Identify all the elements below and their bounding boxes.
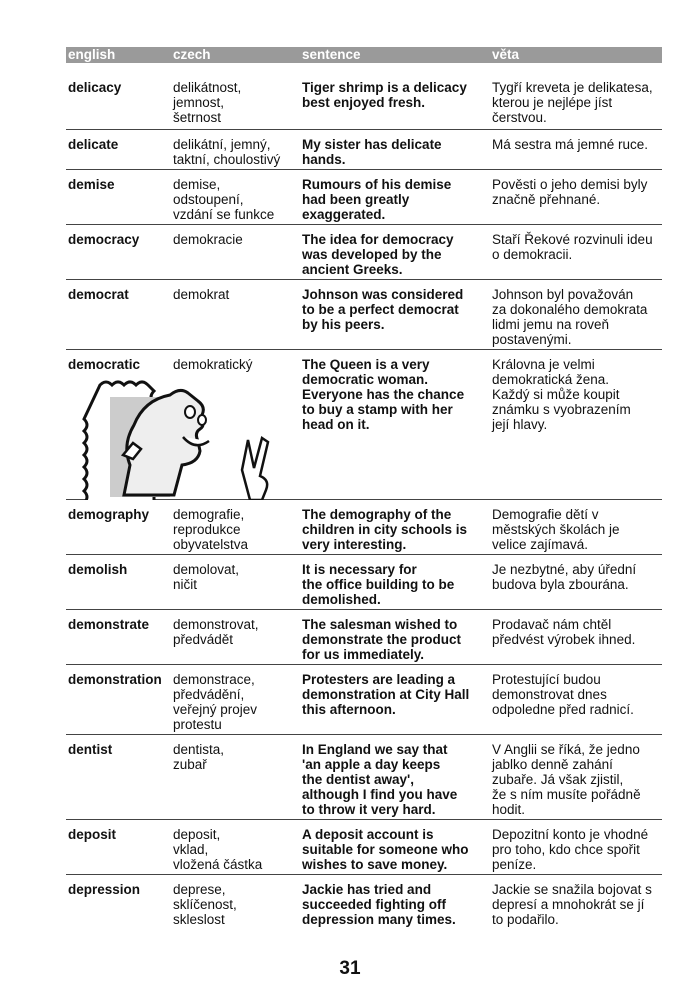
- header-english: english: [68, 47, 116, 62]
- header-veta: věta: [492, 47, 520, 62]
- czech-translation: demonstrovat, předvádět: [173, 617, 259, 647]
- czech-sentence: Demografie dětí v městských školách je velice zajímavá.: [492, 507, 620, 552]
- english-term: delicate: [68, 137, 119, 152]
- example-sentence: A deposit account is suitable for someone who wishes to save money.: [302, 827, 469, 872]
- czech-sentence: Staří Řekové rozvinuli ideu o demokracii.: [492, 232, 653, 262]
- example-sentence: My sister has delicate hands.: [302, 137, 442, 167]
- english-term: demise: [68, 177, 115, 192]
- english-term: delicacy: [68, 80, 122, 95]
- english-term: democratic: [68, 357, 141, 372]
- example-sentence: The idea for democracy was developed by the ancient Greeks.: [302, 232, 454, 277]
- czech-translation: demokratický: [173, 357, 253, 372]
- table-row: [66, 225, 662, 280]
- header-sentence: sentence: [302, 47, 361, 62]
- table-row: [66, 820, 662, 875]
- czech-sentence: Je nezbytné, aby úřední budova byla zbourána.: [492, 562, 637, 592]
- czech-sentence: Pověsti o jeho demisi byly značně přehnané.: [492, 177, 648, 207]
- table-row: [66, 610, 662, 665]
- czech-sentence: Královna je velmi demokratická žena. Každý si může koupit známku s vyobrazením její hlavy.: [492, 357, 631, 432]
- english-term: democracy: [68, 232, 140, 247]
- example-sentence: Protesters are leading a demonstration at City Hall this afternoon.: [302, 672, 470, 717]
- english-term: dentist: [68, 742, 113, 757]
- table-row: [66, 170, 662, 225]
- table-row: [66, 875, 662, 935]
- page-number: 31: [339, 958, 361, 979]
- example-sentence: In England we say that 'an apple a day keeps the dentist away', although I find you have to throw it very hard.: [302, 742, 458, 817]
- example-sentence: Rumours of his demise had been greatly exaggerated.: [302, 177, 452, 222]
- english-term: deposit: [68, 827, 117, 842]
- czech-translation: demografie, reprodukce obyvatelstva: [173, 507, 249, 552]
- czech-translation: demolovat, ničit: [173, 562, 240, 592]
- example-sentence: The salesman wished to demonstrate the product for us immediately.: [302, 617, 462, 662]
- czech-sentence: V Anglii se říká, že jedno jablko denně zahání zubaře. Já však zjistil, že s ním musíte pořádně hodit.: [492, 742, 641, 817]
- czech-sentence: Depozitní konto je vhodné pro toho, kdo chce spořit peníze.: [492, 827, 649, 872]
- czech-sentence: Johnson byl považován za dokonalého demokrata lidmi jemu na roveň postavenými.: [492, 287, 648, 347]
- english-term: demolish: [68, 562, 128, 577]
- czech-sentence: Protestující budou demonstrovat dnes odpoledne před radnicí.: [492, 672, 634, 717]
- english-term: demonstrate: [68, 617, 150, 632]
- example-sentence: Tiger shrimp is a delicacy best enjoyed fresh.: [302, 80, 467, 110]
- czech-sentence: Má sestra má jemné ruce.: [492, 137, 649, 152]
- vocabulary-table: [66, 73, 662, 935]
- english-term: democrat: [68, 287, 129, 302]
- table-row: [66, 73, 662, 130]
- example-sentence: The demography of the children in city schools is very interesting.: [302, 507, 468, 552]
- english-term: depression: [68, 882, 141, 897]
- czech-sentence: Jackie se snažila bojovat s depresí a mnohokrát se jí to podařilo.: [492, 882, 652, 927]
- table-row: [66, 500, 662, 555]
- example-sentence: Jackie has tried and succeeded fighting off depression many times.: [302, 882, 456, 927]
- table-row: [66, 280, 662, 350]
- example-sentence: The Queen is a very democratic woman. Everyone has the chance to buy a stamp with her head on it.: [302, 357, 465, 432]
- english-term: demography: [68, 507, 150, 522]
- table-row: [66, 555, 662, 610]
- example-sentence: Johnson was considered to be a perfect democrat by his peers.: [302, 287, 464, 332]
- czech-sentence: Tygří kreveta je delikatesa, kterou je nejlépe jíst čerstvou.: [492, 80, 653, 125]
- table-row: [66, 130, 662, 170]
- czech-translation: deposit, vklad, vložená částka: [173, 827, 263, 872]
- header-czech: czech: [173, 47, 211, 62]
- czech-translation: demokracie: [173, 232, 243, 247]
- table-row: [66, 735, 662, 820]
- queen-stamp-cartoon: [75, 375, 280, 500]
- english-term: demonstration: [68, 672, 162, 687]
- czech-translation: delikátnost, jemnost, šetrnost: [173, 80, 242, 125]
- czech-translation: demokrat: [173, 287, 230, 302]
- example-sentence: It is necessary for the office building to be demolished.: [302, 562, 455, 607]
- czech-translation: dentista, zubař: [173, 742, 225, 772]
- table-header: [66, 47, 662, 63]
- table-row: [66, 665, 662, 735]
- czech-translation: demonstrace, předvádění, veřejný projev protestu: [173, 672, 258, 732]
- czech-translation: delikátní, jemný, taktní, choulostivý: [173, 137, 281, 167]
- czech-translation: demise, odstoupení, vzdání se funkce: [173, 177, 275, 222]
- czech-translation: deprese, sklíčenost, skleslost: [173, 882, 237, 927]
- czech-sentence: Prodavač nám chtěl předvést výrobek ihned.: [492, 617, 636, 647]
